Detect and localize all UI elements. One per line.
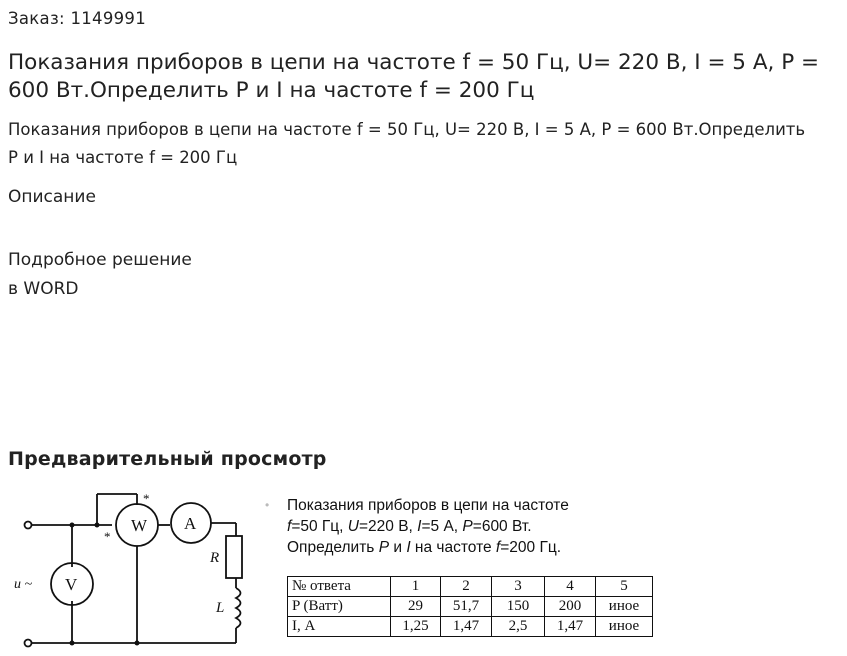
table-cell: иное [596, 597, 653, 617]
inductor-label: L [216, 600, 225, 616]
table-cell: 200 [545, 597, 596, 617]
table-cell: 5 [596, 577, 653, 597]
wattmeter-star-left: * [104, 529, 111, 544]
table-cell: 1 [391, 577, 441, 597]
table-cell: 1,47 [545, 617, 596, 637]
table-cell: I, А [288, 617, 391, 637]
table-cell: 51,7 [441, 597, 492, 617]
lead-text: Показания приборов в цепи на частоте f = 50 Гц, U= 220 В, I = 5 А, Р = 600 Вт.Определить Р и I на частоте f = 200 Гц [8, 120, 806, 167]
page-title: Показания приборов в цепи на частоте f = 50 Гц, U= 220 В, I = 5 А, Р = 600 Вт.Определить Р и I на частоте f = 200 Гц [8, 50, 820, 103]
answers-table [287, 576, 653, 637]
description-line-2: в WORD [8, 279, 79, 299]
table-cell: 3 [492, 577, 545, 597]
table-cell: 29 [391, 597, 441, 617]
problem-line-2: f=50 Гц, U=220 В, I=5 А, P=600 Вт. [287, 518, 532, 535]
voltmeter-label: V [65, 575, 78, 594]
preview-heading: Предварительный просмотр [8, 448, 327, 470]
description-heading: Описание [8, 187, 96, 207]
source-label: u ~ [14, 577, 33, 592]
table-row [288, 597, 653, 617]
description-line-1: Подробное решение [8, 250, 192, 270]
table-row [288, 617, 653, 637]
wattmeter-star-top: * [143, 491, 150, 506]
ammeter-label: A [184, 514, 197, 533]
table-cell: 150 [492, 597, 545, 617]
table-cell: 1,47 [441, 617, 492, 637]
problem-line-3: Определить P и I на частоте f=200 Гц. [287, 539, 562, 556]
table-cell: иное [596, 617, 653, 637]
problem-line-1: Показания приборов в цепи на частоте [287, 497, 569, 514]
table-cell: 2 [441, 577, 492, 597]
table-row [288, 577, 653, 597]
problem-statement [265, 495, 647, 558]
resistor-label: R [210, 550, 220, 566]
table-cell: № ответа [288, 577, 391, 597]
bullet-icon: • [265, 498, 270, 512]
table-cell: 4 [545, 577, 596, 597]
table-cell: 2,5 [492, 617, 545, 637]
order-number: Заказ: 1149991 [8, 9, 147, 28]
table-cell: 1,25 [391, 617, 441, 637]
wattmeter-label: W [131, 516, 148, 535]
table-cell: P (Ватт) [288, 597, 391, 617]
